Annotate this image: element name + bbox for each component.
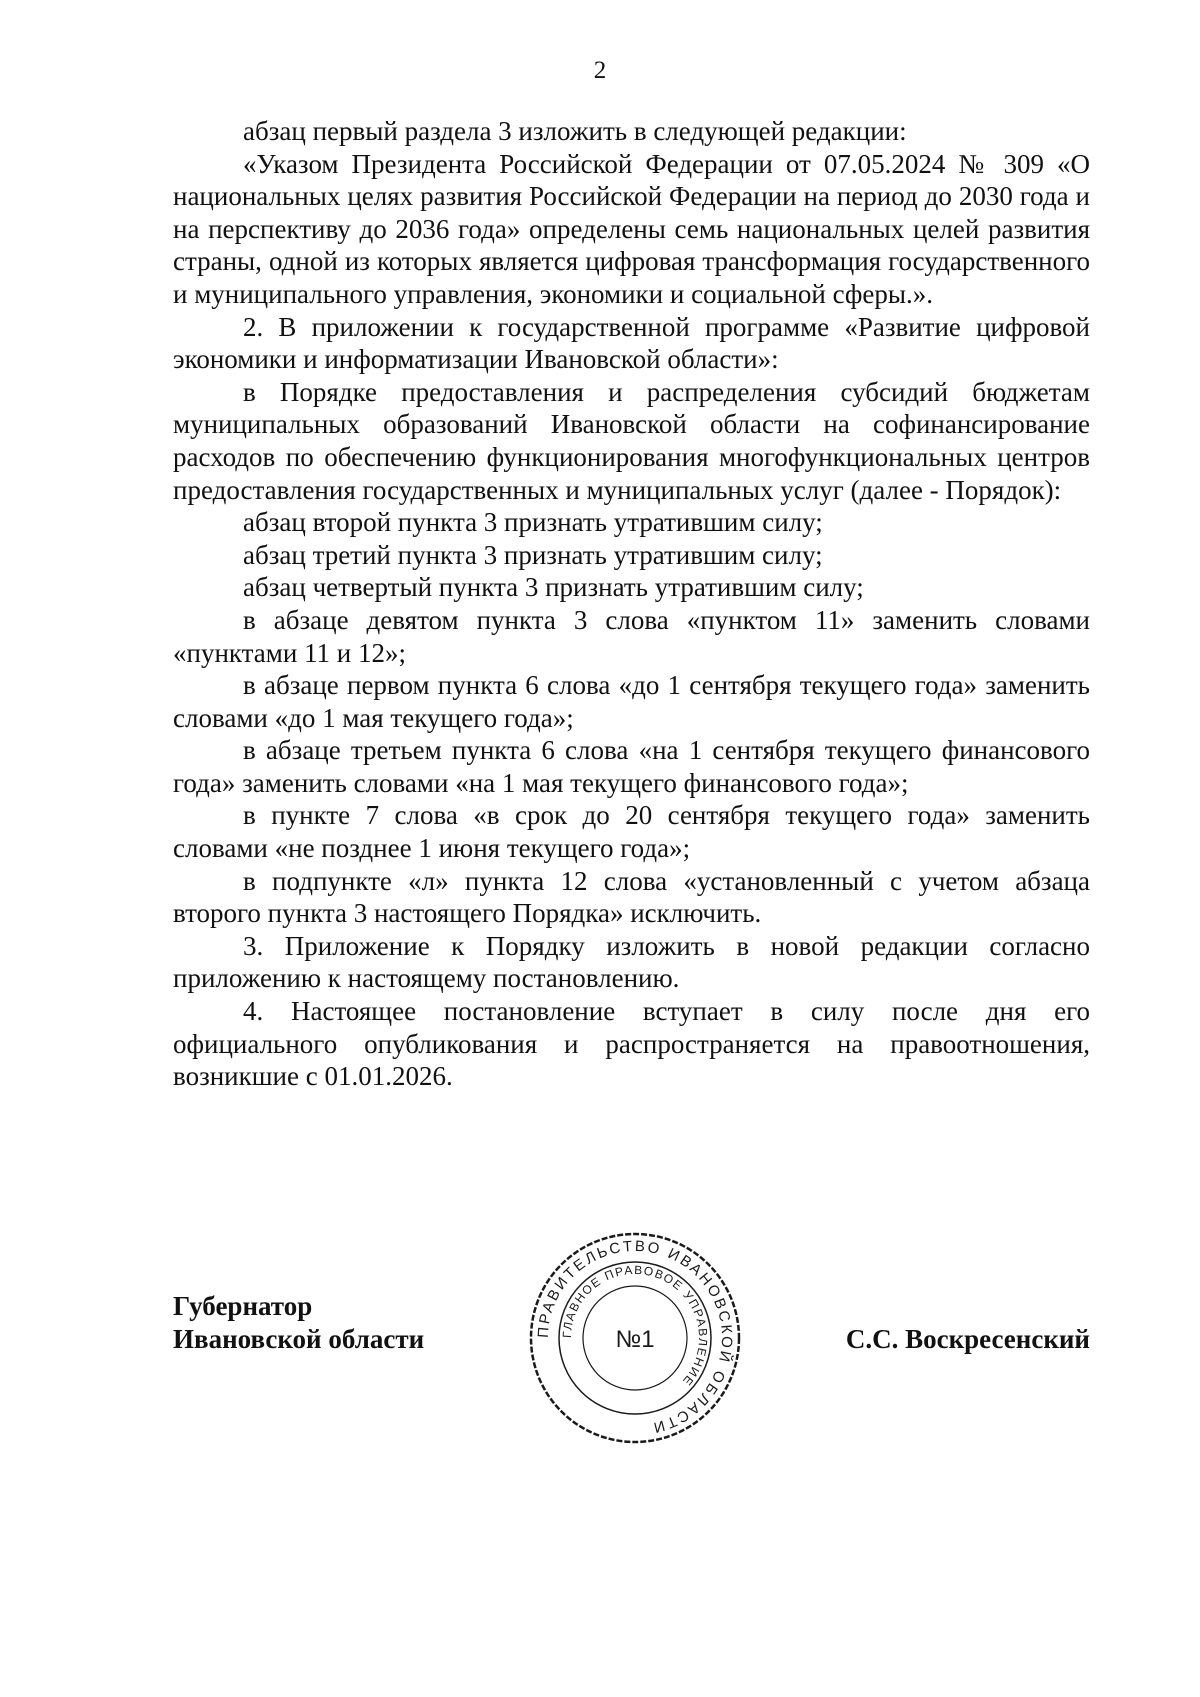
paragraph-3: 2. В приложении к государственной программе «Развитие цифровой экономики и информатизации Ивановской области»: [173, 311, 1090, 375]
paragraph-7: абзац четвертый пункта 3 признать утратившим силу; [243, 572, 864, 603]
position-title: Губернатор [173, 1291, 313, 1321]
position-region: Ивановской области [173, 1324, 425, 1354]
page-number: 2 [593, 57, 607, 84]
paragraph-5: абзац второй пункта 3 признать утратившим силу; [243, 507, 823, 538]
seal-inner-text: ГЛАВНОЕ ПРАВОВОЕ УПРАВЛЕНИЕ [559, 1262, 711, 1390]
paragraph-6: абзац третий пункта 3 признать утратившим силу; [243, 539, 823, 570]
paragraph-1: абзац первый раздела 3 изложить в следующей редакции: [243, 116, 907, 146]
paragraph-10: в абзаце третьем пункта 6 слова «на 1 сентября текущего финансового года» заменить словами «на 1 мая текущего финансового года»; [173, 735, 1090, 798]
paragraph-2: «Указом Президента Российской Федерации от 07.05.2024 № 309 «О национальных целях развития Российской Федерации на период до 2030 года и на перспективу до 2036 года» определены семь национальных целей развития страны, одной из которых является цифровая трансформация государственного и муниципального управления, экономики и социальной сферы.». [173, 148, 1090, 309]
paragraph-12: в подпункте «л» пункта 12 слова «установленный с учетом абзаца второго пункта 3 настоящего Порядка» исключить. [173, 865, 1090, 929]
paragraph-13: 3. Приложение к Порядку изложить в новой редакции согласно приложению к настоящему постановлению. [173, 930, 1090, 994]
paragraph-14: 4. Настоящее постановление вступает в силу после дня его официального опубликования и распространяется на правоотношения, возникшие с 01.01.2026. [173, 996, 1090, 1092]
paragraph-4: в Порядке предоставления и распределения субсидий бюджетам муниципальных образований Ивановской области на софинансирование расходов по обеспечению функционирования многофункциональных центров предоставления государственных и муниципальных услуг (далее - Порядок): [173, 376, 1090, 505]
signatory-name: С.С. Воскресенский [845, 1324, 1090, 1354]
paragraph-9: в абзаце первом пункта 6 слова «до 1 сентября текущего года» заменить словами «до 1 мая текущего года»; [173, 670, 1090, 733]
seal-number: №1 [615, 1326, 655, 1353]
official-seal-icon [528, 1231, 742, 1445]
seal-outer-text: ПРАВИТЕЛЬСТВО ИВАНОВСКОЙ ОБЛАСТИ [534, 1237, 736, 1437]
paragraph-11: в пункте 7 слова «в срок до 20 сентября текущего года» заменить словами «не позднее 1 июня текущего года»; [173, 800, 1090, 864]
document-body [173, 115, 1090, 1093]
paragraph-8: в абзаце девятом пункта 3 слова «пунктом 11» заменить словами «пунктами 11 и 12»; [173, 604, 1090, 668]
